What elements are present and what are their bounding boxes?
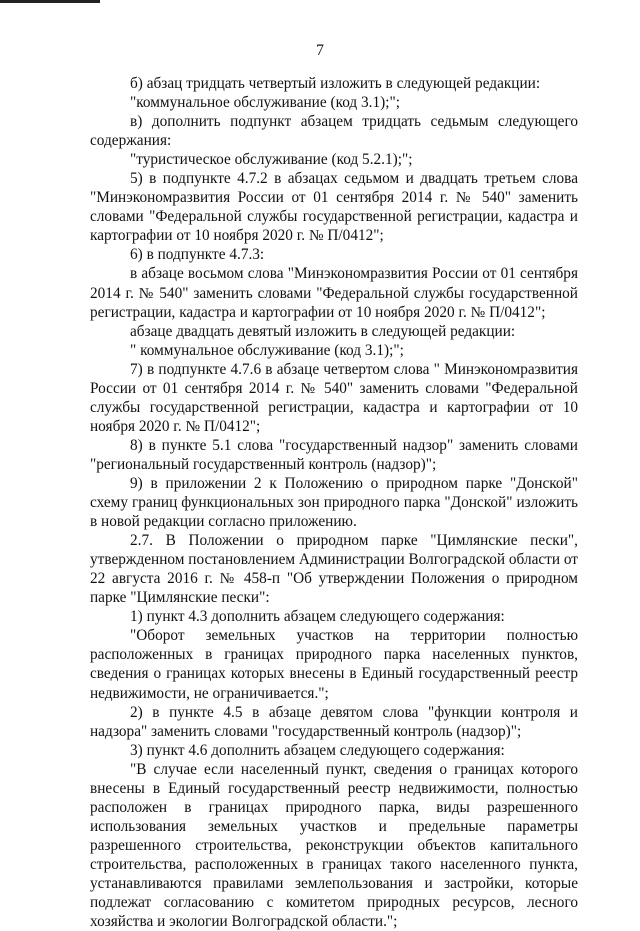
paragraph: 8) в пункте 5.1 слова "государственный надзор" заменить словами "региональный государственный контроль (надзор)"; [90,436,578,473]
paragraph: "туристическое обслуживание (код 5.2.1);"; [130,151,413,169]
scan-edge-mark [0,0,100,3]
paragraph: абзаце двадцать девятый изложить в следующей редакции: [130,322,516,340]
paragraph: "коммунальное обслуживание (код 3.1);"; [130,94,400,112]
paragraph: 3) пункт 4.6 дополнить абзацем следующего содержания: [130,741,505,759]
page-number: 7 [316,42,324,59]
document-body [90,74,578,931]
paragraph: б) абзац тридцать четвертый изложить в следующей редакции: [130,75,541,92]
paragraph: 6) в подпункте 4.7.3: [130,246,265,264]
paragraph: 5) в подпункте 4.7.2 в абзацах седьмом и двадцать третьем слова "Минэкономразвития России от 01 сентября 2014 г. № 540" заменить словами "Федеральной службы государственной регистрации, кадастра и картографии от 10 ноября 2020 г. № П/0412"; [90,170,578,245]
paragraph: "Оборот земельных участков на территории полностью расположенных в границах природного парка населенных пунктов, сведения о границах которых внесены в Единый государственный реестр недвижимости, не ограничивается."; [90,627,578,702]
paragraph: в абзаце восьмом слова "Минэкономразвития России от 01 сентября 2014 г. № 540" заменить словами "Федеральной службы государственной регистрации, кадастра и картографии от 10 ноября 2020 г. № П/0412"; [90,265,578,321]
paragraph: в) дополнить подпункт абзацем тридцать седьмым следующего содержания: [90,113,578,150]
paragraph: "В случае если населенный пункт, сведения о границах которого внесены в Единый государственный реестр недвижимости, полностью расположен в границах природного парка, виды разрешенного использования земельных участков и предельные параметры разрешенного строительства, реконструкции объектов капитального строительства, расположенных в границах такого населенного пункта, устанавливаются правилами землепользования и застройки, которые подлежат согласованию с комитетом природных ресурсов, лесного хозяйства и экологии Волгоградской области."; [90,760,578,931]
paragraph: 7) в подпункте 4.7.6 в абзаце четвертом слова " Минэкономразвития России от 01 сентября 2014 г. № 540" заменить словами "Федеральной службы государственной регистрации, кадастра и картографии от 10 ноября 2020 г. № П/0412"; [90,360,578,435]
paragraph: 2.7. В Положении о природном парке "Цимлянские пески", утвержденном постановлением Администрации Волгоградской области от 22 августа 2016 г. № 458-п "Об утверждении Положения о природном парке "Цимлянские пески": [90,532,578,607]
paragraph: 2) в пункте 4.5 в абзаце девятом слова "функции контроля и надзора" заменить словами "государственный контроль (надзор)"; [90,703,578,740]
paragraph: 9) в приложении 2 к Положению о природном парке "Донской" схему границ функциональных зон природного парка "Донской" изложить в новой редакции согласно приложению. [90,474,578,531]
paragraph: 1) пункт 4.3 дополнить абзацем следующего содержания: [130,608,505,626]
paragraph: " коммунальное обслуживание (код 3.1);"; [130,341,404,359]
